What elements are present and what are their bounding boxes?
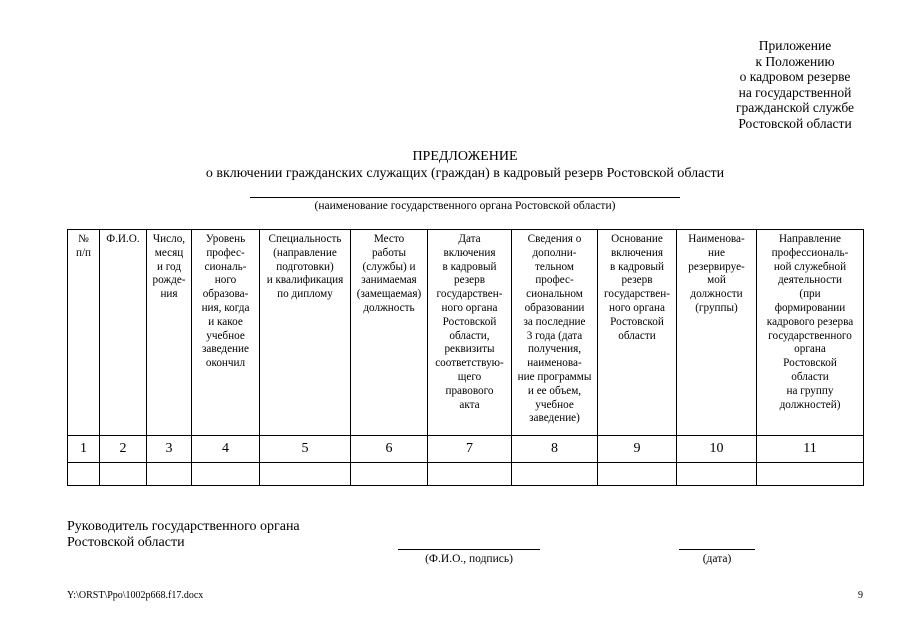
header-text-line: акта [459,398,480,411]
header-text-line: Число, [152,233,186,245]
header-text-line: по диплому [277,288,333,301]
header-text-line: мой [707,274,726,287]
empty-cell [147,463,192,486]
header-text-line: (службы) и [362,260,416,273]
header-text-line: ного [214,274,237,287]
header-text-line: ной служебной [773,260,847,273]
header-text-line: Ростовской [442,315,497,328]
reserve-table [67,229,864,486]
column-number-cell: 5 [260,436,351,463]
header-text-line: ние [708,246,725,259]
column-number-cell: 6 [351,436,428,463]
empty-cell [677,463,757,486]
table-number-row [68,436,864,463]
header-text-line: тельном [535,260,574,273]
appendix-line: на государственной [738,84,852,100]
header-text-line: месяц [154,246,184,259]
header-text-line: занимаемая [361,274,417,287]
column-number-cell: 2 [100,436,147,463]
header-text-line: учебное [206,329,245,342]
document-title: ПРЕДЛОЖЕНИЕ [412,149,518,164]
header-text-line: щего [457,370,482,383]
header-text-line: Дата [458,233,481,245]
header-text-line: заведение) [529,412,580,425]
header-text-line: получения, [527,343,582,356]
org-name-caption: (наименование государственного органа Ростовской области) [314,200,616,212]
header-text-line: Ростовской [783,357,837,370]
empty-cell [598,463,677,486]
header-text-line: (замещаемая) [356,288,422,301]
appendix-line: о кадровом резерве [739,69,851,85]
header-text-line: наименова- [527,357,582,370]
header-cell [351,230,428,436]
header-text-line: 3 года (дата [526,329,583,342]
file-path: Y:\ORST\Ppo\1002p668.f17.docx [67,590,204,601]
header-text-line: Сведения о [527,233,582,245]
header-text-line: сиональном [526,288,583,301]
column-number-cell: 1 [68,436,100,463]
signer-block [67,519,300,551]
header-text-line: Уровень [205,233,246,245]
header-text-line: должность [363,301,415,314]
header-text-line: государствен- [436,288,503,301]
signature-underline [398,549,540,550]
column-number-cell: 9 [598,436,677,463]
header-text-line: заведение [201,343,250,356]
header-text-line: ния [160,288,178,301]
appendix-line: Ростовской области [738,115,852,131]
header-text-line: должностей) [779,398,841,411]
header-text-line: рожде- [152,274,186,287]
header-text-line: подготовки) [276,260,334,273]
header-text-line: Наименова- [688,233,745,245]
header-text-line: в кадровый [610,260,664,273]
empty-cell [351,463,428,486]
org-name-underline [250,197,680,198]
header-text-line: профессиональ- [771,246,849,259]
header-text-line: Направление [778,233,842,245]
header-cell [677,230,757,436]
header-text-line: формировании [774,301,846,314]
header-cell [598,230,677,436]
header-text-line: дополни- [532,246,577,259]
header-text-line: должности [690,288,743,301]
header-text-line: в кадровый [442,260,497,273]
header-text-line: и квалификация [266,274,344,287]
header-cell [100,230,147,436]
header-text-line: п/п [75,246,92,259]
appendix-line: к Положению [755,53,835,69]
appendix-line: Приложение [758,38,832,53]
empty-cell [68,463,100,486]
header-text-line: (группы) [695,301,738,314]
header-cell [512,230,598,436]
empty-cell [512,463,598,486]
header-cell [428,230,512,436]
header-text-line: государственного [768,329,852,342]
header-text-line: ного органа [441,301,498,314]
column-number-cell: 10 [677,436,757,463]
header-text-line: Место [373,233,405,245]
header-text-line: ного органа [609,301,665,314]
header-text-line: Ф.И.О. [106,233,140,245]
header-text-line: включения [611,246,663,259]
header-text-line: за последние [523,315,586,328]
header-text-line: (направление [273,246,337,259]
header-text-line: резерв [621,274,653,287]
empty-cell [100,463,147,486]
empty-cell [757,463,864,486]
header-text-line: резервируе- [688,260,745,273]
signer-region-line: Ростовской области [67,535,185,550]
header-text-line: на группу [786,384,834,397]
empty-cell [192,463,260,486]
empty-cell [260,463,351,486]
header-text-line: № [78,233,89,245]
column-number-cell: 11 [757,436,864,463]
header-cell [192,230,260,436]
header-cell [260,230,351,436]
header-text-line: окончил [205,357,246,370]
header-text-line: деятельности [777,274,843,287]
signer-title-line: Руководитель государственного органа [67,519,300,534]
header-text-line: Ростовской [610,315,664,328]
header-cell [68,230,100,436]
header-text-line: учебное [535,398,574,411]
header-text-line: кадрового резерва [766,315,854,328]
header-text-line: области [618,329,656,342]
header-text-line: области [791,370,829,383]
header-text-line: и год [156,260,182,273]
header-text-line: профес- [535,274,574,287]
header-text-line: Специальность [268,233,342,245]
header-text-line: ния, когда [201,301,250,314]
header-text-line: образова- [202,288,249,301]
header-text-line: органа [794,343,826,356]
column-number-cell: 8 [512,436,598,463]
header-text-line: и ее объем, [527,384,582,397]
header-text-line: Основание [611,233,663,245]
header-text-line: реквизиты [444,343,495,356]
header-text-line: (при [799,288,821,301]
header-text-line: ние программы [517,370,592,383]
page-number: 9 [858,590,863,601]
header-text-line: работы [371,246,407,259]
date-caption: (дата) [702,553,732,565]
appendix-note [700,38,890,132]
signature-caption: (Ф.И.О., подпись) [425,553,513,565]
column-number-cell: 4 [192,436,260,463]
header-text-line: и какое [208,315,243,328]
table-empty-row [68,463,864,486]
header-text-line: правового [445,384,494,397]
empty-cell [428,463,512,486]
header-text-line: сиональ- [204,260,247,273]
column-number-cell: 3 [147,436,192,463]
column-number-cell: 7 [428,436,512,463]
header-cell [757,230,864,436]
header-text-line: включения [443,246,496,259]
header-text-line: образовании [524,301,585,314]
appendix-line: гражданской службе [735,100,855,116]
header-text-line: соответствую- [435,357,504,370]
date-underline [679,549,755,550]
header-cell [147,230,192,436]
document-subtitle: о включении гражданских служащих (граждан) в кадровый резерв Ростовской области [205,166,725,181]
header-text-line: государствен- [604,288,670,301]
header-text-line: области, [449,329,490,342]
header-text-line: резерв [454,274,485,287]
header-text-line: профес- [206,246,245,259]
table-header-row [68,230,864,436]
